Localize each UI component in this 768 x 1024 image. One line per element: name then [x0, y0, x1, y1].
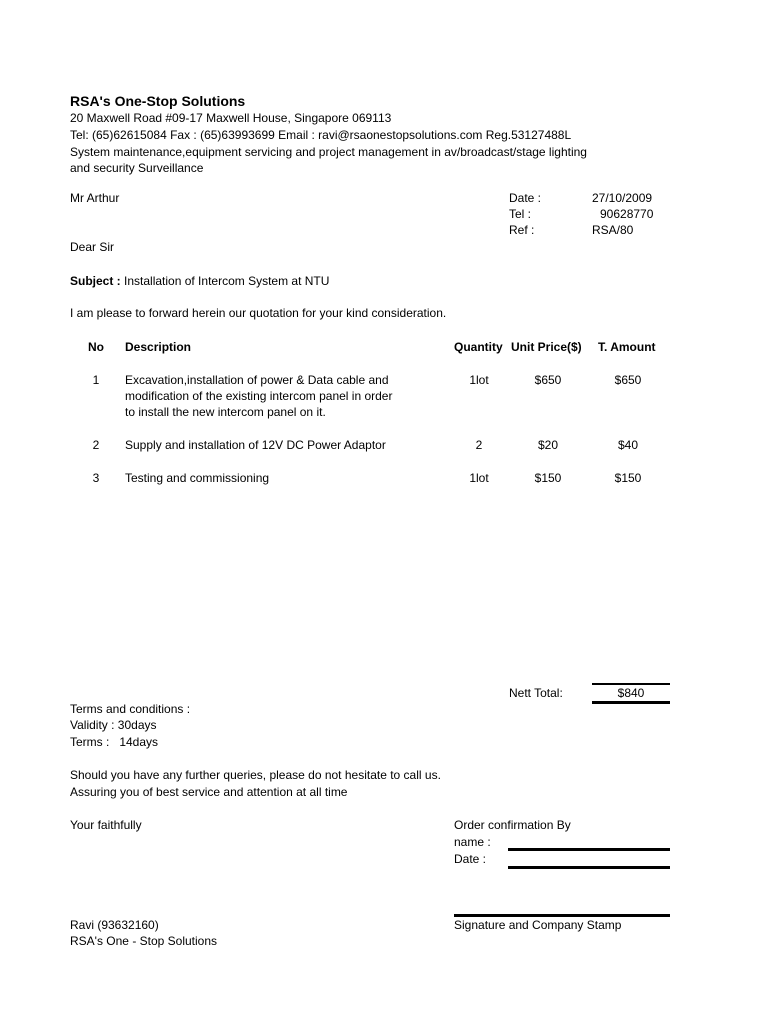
row1-desc-line1: Excavation,installation of power & Data cable and — [125, 373, 389, 387]
ref-value: RSA/80 — [592, 223, 634, 237]
tel-value: 90628770 — [600, 207, 654, 221]
terms-validity: Validity : 30days — [70, 718, 157, 732]
row1-no: 1 — [92, 373, 100, 387]
confirmation-date-label: Date : — [454, 852, 487, 866]
terms-payment: Terms : 14days — [70, 735, 159, 749]
nett-total-label: Nett Total: — [509, 686, 563, 700]
confirmation-name-label: name : — [454, 835, 491, 849]
header-no: No — [88, 340, 104, 354]
row3-quantity: 1lot — [469, 471, 489, 485]
header-description: Description — [125, 340, 192, 354]
row3-desc-line1: Testing and commissioning — [125, 471, 270, 485]
row3-no: 3 — [92, 471, 100, 485]
signatory-name: Ravi (93632160) — [70, 918, 159, 932]
row3-unit-price: $150 — [534, 471, 562, 485]
salutation: Dear Sir — [70, 240, 115, 254]
subject-line — [70, 273, 329, 289]
name-signature-line — [508, 848, 670, 851]
ref-label: Ref : — [509, 223, 535, 237]
row2-no: 2 — [92, 438, 100, 452]
header-amount: T. Amount — [598, 340, 656, 354]
row2-amount: $40 — [617, 438, 639, 452]
signatory-company: RSA's One - Stop Solutions — [70, 934, 218, 948]
company-contact: Tel: (65)62615084 Fax : (65)63993699 Email : ravi@rsaonestopsolutions.com Reg.53127488L — [70, 128, 572, 142]
intro-text: I am please to forward herein our quotation for your kind consideration. — [70, 306, 447, 320]
recipient: Mr Arthur — [70, 191, 120, 205]
row1-amount: $650 — [614, 373, 642, 387]
row3-amount: $150 — [614, 471, 642, 485]
confirmation-heading: Order confirmation By — [454, 818, 571, 832]
nett-total-value: $840 — [617, 686, 645, 700]
header-quantity: Quantity — [454, 340, 503, 354]
row1-desc-line2: modification of the existing intercom panel in order — [125, 389, 393, 403]
row2-quantity: 2 — [475, 438, 483, 452]
row1-unit-price: $650 — [534, 373, 562, 387]
closing-line1: Should you have any further queries, please do not hesitate to call us. — [70, 768, 441, 782]
row1-quantity: 1lot — [469, 373, 489, 387]
row2-desc-line1: Supply and installation of 12V DC Power Adaptor — [125, 438, 386, 452]
date-signature-line — [508, 866, 670, 869]
closing-line2: Assuring you of best service and attention at all time — [70, 785, 348, 799]
terms-heading: Terms and conditions : — [70, 702, 191, 716]
subject-text: Installation of Intercom System at NTU — [124, 274, 330, 288]
tel-label: Tel : — [509, 207, 532, 221]
company-name: RSA's One-Stop Solutions — [70, 93, 246, 109]
date-label: Date : — [509, 191, 542, 205]
company-services-line2: and security Surveillance — [70, 161, 204, 175]
subject-label: Subject : — [70, 274, 121, 288]
date-value: 27/10/2009 — [592, 191, 653, 205]
company-address: 20 Maxwell Road #09-17 Maxwell House, Singapore 069113 — [70, 111, 392, 125]
signature-stamp-label: Signature and Company Stamp — [454, 918, 622, 932]
row2-unit-price: $20 — [537, 438, 559, 452]
header-unit-price: Unit Price($) — [511, 340, 582, 354]
total-bottom-rule — [592, 701, 670, 704]
row1-desc-line3: to install the new intercom panel on it. — [125, 405, 326, 419]
closing-faithfully: Your faithfully — [70, 818, 142, 832]
company-services-line1: System maintenance,equipment servicing and project management in av/broadcast/stage lighting — [70, 145, 587, 159]
